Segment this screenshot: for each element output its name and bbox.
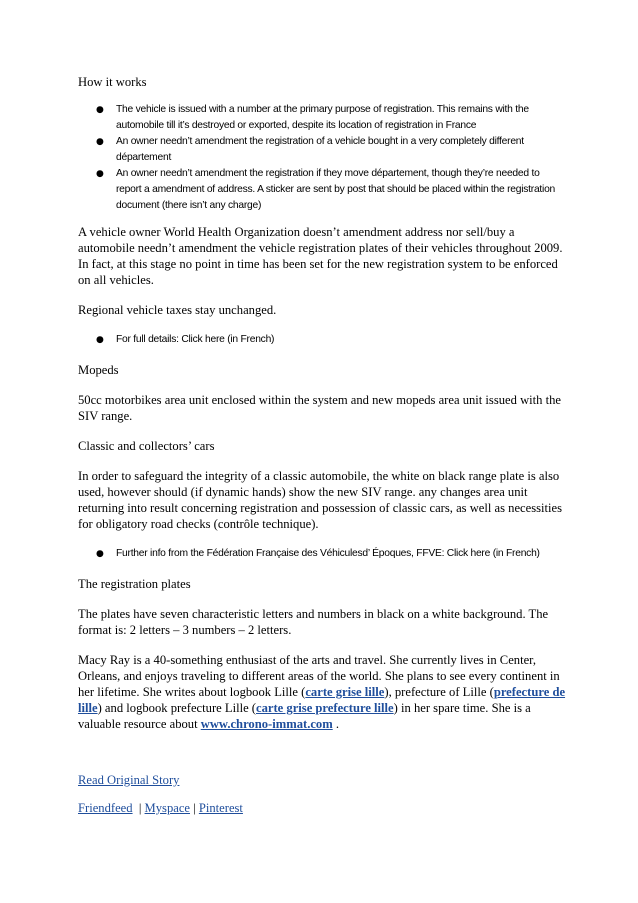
social-links bbox=[78, 800, 566, 816]
list-item: ● The vehicle is issued with a number at the primary purpose of registration. This remains with the automobile till it’s destroyed or exported, despite its location of registration in France bbox=[96, 104, 529, 131]
heading-registration-plates: The registration plates bbox=[78, 577, 191, 591]
bullet-icon: ● bbox=[96, 105, 104, 115]
link-friendfeed[interactable]: Friendfeed bbox=[78, 801, 133, 815]
link-myspace[interactable]: Myspace bbox=[144, 801, 191, 815]
link-carte-grise-lille[interactable]: carte grise lille bbox=[305, 685, 385, 699]
link-carte-grise-prefecture-lille[interactable]: carte grise prefecture lille bbox=[256, 701, 394, 715]
heading-how-it-works: How it works bbox=[78, 75, 147, 89]
link-prefecture-de-lille[interactable]: prefecture de lille bbox=[78, 685, 566, 715]
paragraph-author-bio: Macy Ray is a 40-something enthusiast of the arts and travel. She currently lives in Center, Orleans, and enjoys traveling to different areas of the world. She plans to see every continent in her lifetime. She writes about logbook Lille (carte grise lille), prefecture of Lille (prefecture de lille) and logbook prefecture Lille (carte grise prefecture lille) in her spare time. She is a valuable resource about www.chrono-immat.com . bbox=[78, 653, 566, 731]
link-chrono-immat[interactable]: www.chrono-immat.com bbox=[200, 717, 333, 731]
bullet-icon: ● bbox=[96, 169, 104, 179]
classic-info-list bbox=[78, 546, 566, 562]
link-read-original-story[interactable]: Read Original Story bbox=[78, 773, 180, 787]
document-page bbox=[78, 74, 566, 816]
bullet-icon: ● bbox=[96, 549, 104, 559]
paragraph-regional-taxes: Regional vehicle taxes stay unchanged. bbox=[78, 303, 277, 317]
list-item: ● An owner needn’t amendment the registration if they move département, though they’re needed to report a amendment of address. A sticker are sent by post that should be placed within the registration document (there isn’t any charge) bbox=[96, 168, 556, 211]
list-item: ● An owner needn’t amendment the registration of a vehicle bought in a very completely different département bbox=[96, 136, 524, 163]
paragraph-owner: A vehicle owner World Health Organization doesn’t amendment address nor sell/buy a automobile needn’t amendment the vehicle registration plates of their vehicles throughout 2009. In fact, at this stage no point in time has been set for the new registration system to be enforced on all vehicles. bbox=[78, 225, 563, 287]
list-item: ● For full details: Click here (in French) bbox=[78, 332, 566, 348]
bullet-icon: ● bbox=[96, 137, 104, 147]
paragraph-plates: The plates have seven characteristic letters and numbers in black on a white background. The format is: 2 letters – 3 numbers – 2 letters. bbox=[78, 607, 549, 637]
bullet-icon: ● bbox=[96, 335, 104, 345]
separator: | bbox=[193, 801, 196, 815]
list-item: ● Further info from the Fédération Française des Véhiculesd’ Époques, FFVE: Click here (in French) bbox=[78, 546, 566, 562]
details-list bbox=[78, 332, 566, 348]
heading-classic-cars: Classic and collectors’ cars bbox=[78, 439, 215, 453]
paragraph-mopeds: 50cc motorbikes area unit enclosed within the system and new mopeds area unit issued with the SIV range. bbox=[78, 393, 561, 423]
paragraph-classic-cars: In order to safeguard the integrity of a classic automobile, the white on black range plate is also used, however should (if dynamic hands) show the new SIV range. any changes area unit returning into result concerning registration and possession of classic cars, as well as necessities for obligatory road checks (contrôle technique). bbox=[78, 469, 563, 531]
read-original-story bbox=[78, 772, 566, 788]
separator: | bbox=[138, 801, 142, 815]
heading-mopeds: Mopeds bbox=[78, 363, 119, 377]
link-pinterest[interactable]: Pinterest bbox=[198, 801, 243, 815]
how-it-works-list bbox=[78, 102, 566, 214]
